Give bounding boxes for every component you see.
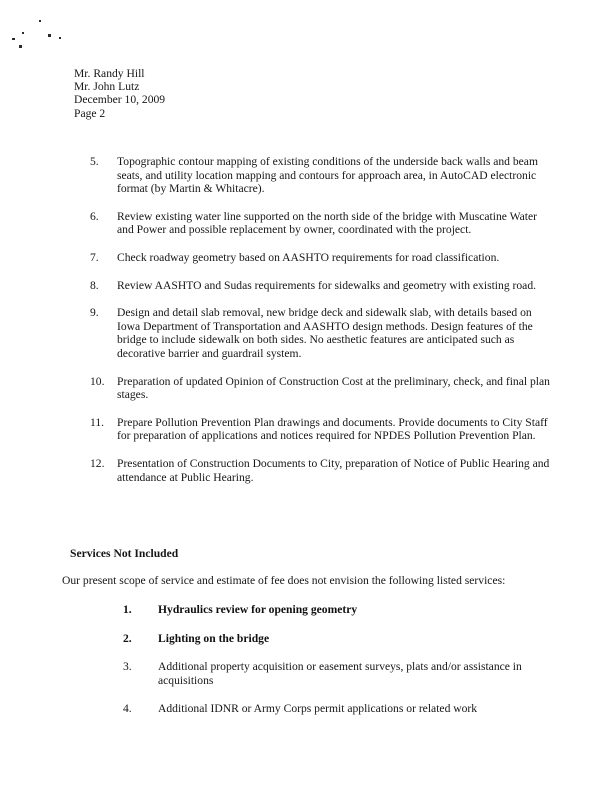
page-number-line: Page 2 <box>74 106 106 120</box>
list-item-7 <box>90 251 550 265</box>
scan-artifact-dot <box>39 20 41 22</box>
list-item-text: Lighting on the bridge <box>158 631 270 645</box>
list-item-12 <box>90 457 550 484</box>
list-item-text: Design and detail slab removal, new bridge deck and sidewalk slab, with details based on Iowa Department of Transportation and AASHTO design methods. Design features of the bridge to include sidewalk on both sides. No aesthetic features are anticipated such as decorative barrier and guardrail system. <box>117 306 533 360</box>
list-item-number: 6. <box>90 209 99 223</box>
list-item-number: 12. <box>90 456 105 470</box>
scan-artifact-dot <box>19 45 22 48</box>
list-item-10 <box>90 375 550 402</box>
list-item-9 <box>90 306 550 360</box>
list-item-text: Review AASHTO and Sudas requirements for sidewalks and geometry with existing road. <box>117 278 537 292</box>
list-item-11 <box>90 416 550 443</box>
list-item-number: 11. <box>90 415 105 429</box>
date-line: December 10, 2009 <box>74 93 166 107</box>
list-item-number: 4. <box>123 702 132 716</box>
list-item-number: 5. <box>90 155 99 168</box>
excluded-item-2 <box>123 632 547 646</box>
list-item-text: Presentation of Construction Documents to City, preparation of Notice of Public Hearing and attendance at Public Hearing. <box>117 456 550 484</box>
list-item-text: Preparation of updated Opinion of Construction Cost at the preliminary, check, and final plan stages. <box>117 374 550 402</box>
list-item-6 <box>90 210 550 237</box>
excluded-item-3 <box>123 660 547 687</box>
services-not-included-list <box>123 603 547 731</box>
excluded-item-1 <box>123 603 547 617</box>
scan-artifact-dot <box>48 34 51 37</box>
scan-artifact-dot <box>59 37 61 39</box>
scan-artifact-dot <box>22 32 24 34</box>
list-item-number: 10. <box>90 374 105 388</box>
list-item-number: 1. <box>123 603 132 616</box>
list-item-number: 9. <box>90 306 99 320</box>
list-item-number: 7. <box>90 250 99 264</box>
recipient-line-1: Mr. Randy Hill <box>74 67 145 80</box>
excluded-item-4 <box>123 702 547 716</box>
services-not-included-intro: Our present scope of service and estimate of fee does not envision the following listed services: <box>62 574 506 587</box>
list-item-8 <box>90 279 550 293</box>
services-not-included-heading: Services Not Included <box>70 547 179 560</box>
list-item-text: Review existing water line supported on the north side of the bridge with Muscatine Water and Power and possible replacement by owner, coordinated with the project. <box>117 209 537 237</box>
scan-artifact-dot <box>12 38 15 40</box>
list-item-text: Additional property acquisition or easement surveys, plats and/or assistance in acquisitions <box>158 660 522 687</box>
list-item-text: Prepare Pollution Prevention Plan drawings and documents. Provide documents to City Staff for preparation of applications and notices required for NPDES Pollution Prevention Plan. <box>117 415 548 443</box>
letter-header <box>74 67 165 120</box>
list-item-text: Hydraulics review for opening geometry <box>158 603 358 616</box>
list-item-number: 8. <box>90 278 99 292</box>
list-item-number: 3. <box>123 660 132 674</box>
list-item-text: Additional IDNR or Army Corps permit applications or related work <box>158 702 478 716</box>
list-item-5 <box>90 155 550 196</box>
scope-of-services-list <box>90 155 550 498</box>
list-item-text: Check roadway geometry based on AASHTO requirements for road classification. <box>117 250 500 264</box>
list-item-number: 2. <box>123 631 132 645</box>
recipient-line-2: Mr. John Lutz <box>74 80 140 94</box>
list-item-text: Topographic contour mapping of existing conditions of the underside back walls and beam seats, and utility location mapping and contours for approach area, in AutoCAD electronic format (by Martin & Whitacre). <box>117 155 538 196</box>
